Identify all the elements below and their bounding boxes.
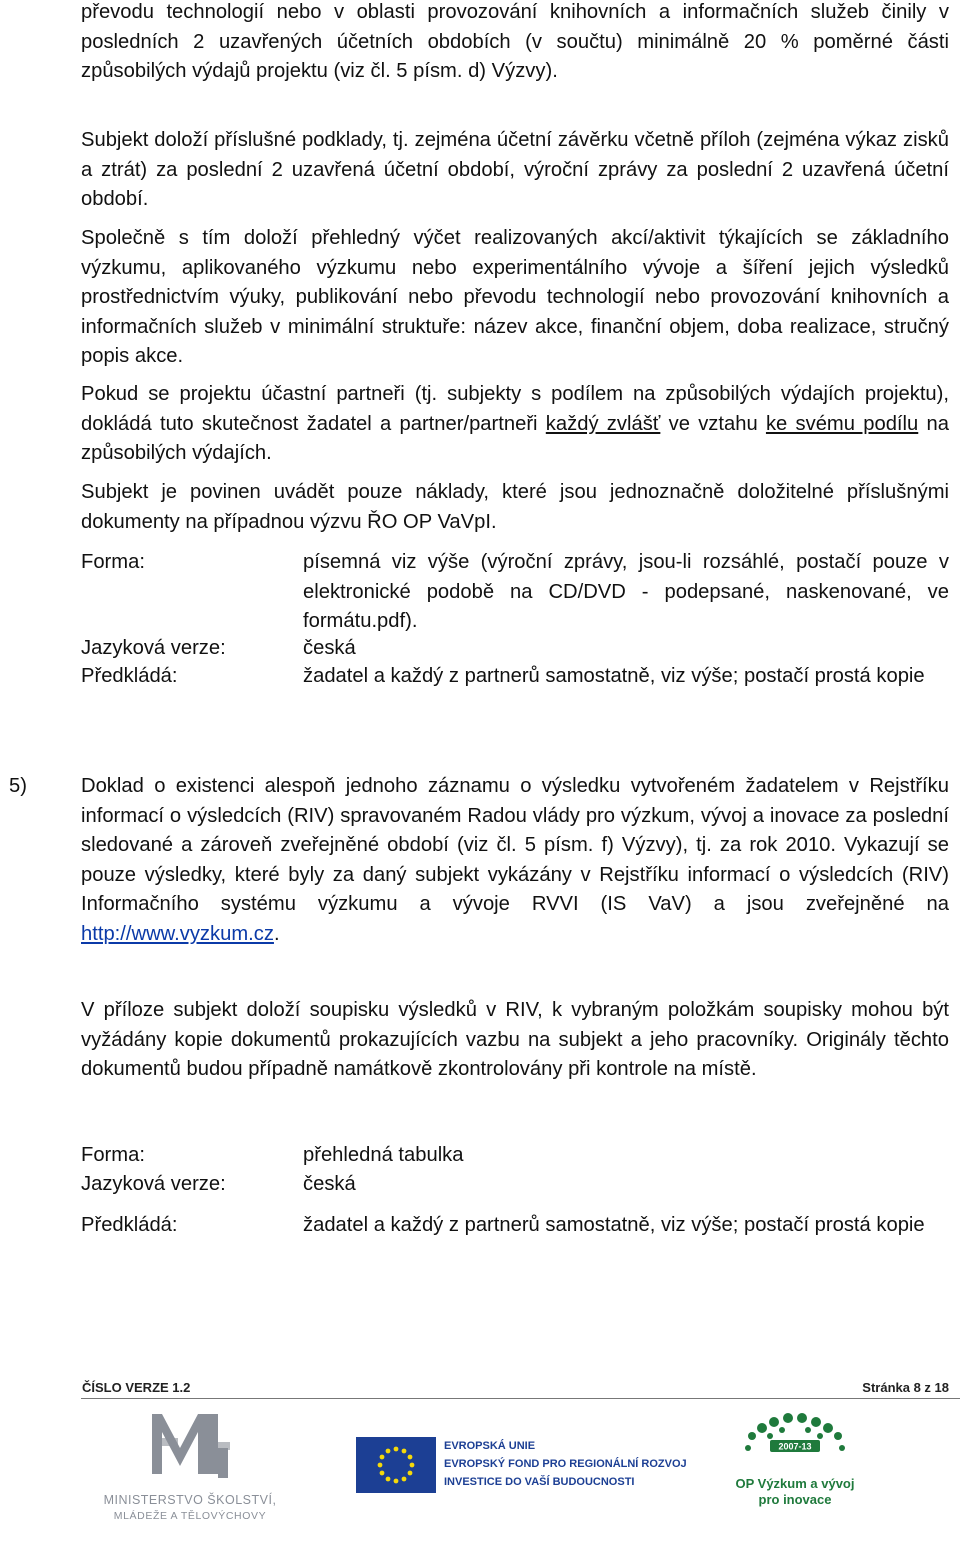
- item-5-text: [81, 772, 949, 950]
- paragraph-2: Subjekt doloží příslušné podklady, tj. zejména účetní závěrku včetně příloh (zejména výkaz zisků a ztrát) za poslední 2 uzavřená účetní období, výroční zprávy za poslední 2 uzavřená účetní období.: [81, 129, 949, 211]
- page-number: Stránka 8 z 18: [862, 1380, 949, 1395]
- predklada-value-1: žadatel a každý z partnerů samostatně, viz výše; postačí prostá kopie: [303, 665, 925, 687]
- paragraph-4-underline-2: ke svému podílu: [765, 412, 919, 435]
- op-line-2: pro inovace: [758, 1492, 832, 1507]
- eu-line-3: INVESTICE DO VAŠÍ BUDOUCNOSTI: [444, 1476, 635, 1488]
- paragraph-4-underline-1: každý zvlášť: [545, 412, 661, 435]
- eu-flag-icon: [356, 1437, 687, 1527]
- msmt-line-1: MINISTERSTVO ŠKOLSTVÍ,: [103, 1493, 277, 1507]
- msmt-emblem-icon: [100, 1408, 280, 1528]
- paragraph-3: Společně s tím doloží přehledný výčet realizovaných akcí/aktivit týkajících se základního výzkumu, aplikovaného výzkumu nebo experimentálního vývoje a šíření jejich výsledků prostřednictvím výuky, publikování nebo převodu technologií nebo provozování knihovních a informačních služeb v minimální struktuře: název akce, finanční objem, doba realizace, stručný popis akce.: [81, 227, 949, 368]
- forma-label-1: Forma:: [81, 551, 145, 573]
- eu-line-2: EVROPSKÝ FOND PRO REGIONÁLNÍ ROZVOJ: [444, 1458, 687, 1470]
- paragraph-6: V příloze subjekt doloží soupisku výsledků v RIV, k vybraným položkám soupisky mohou být vyžádány kopie dokumentů prokazujících vazbu na subjekt a jeho pracovníky. Originály těchto dokumentů budou případně namátkově zkontrolovány při kontrole na místě.: [81, 999, 949, 1081]
- jazyk-value-2: česká: [303, 1173, 356, 1195]
- jazyk-label-1: Jazyková verze:: [81, 637, 226, 659]
- eu-line-1: EVROPSKÁ UNIE: [444, 1440, 536, 1452]
- paragraph-4: [81, 380, 949, 469]
- jazyk-value-1: česká: [303, 637, 356, 659]
- paragraph-4-part-c: na způsobilých výdajích.: [81, 412, 949, 465]
- predklada-label-2: Předkládá:: [81, 1214, 178, 1236]
- paragraph-1: převodu technologií nebo v oblasti provozování knihovních a informačních služeb činily v posledních 2 uzavřených účetních obdobích (v součtu) minimálně 20 % poměrné části způsobilých výdajů projektu (viz čl. 5 písm. d) Výzvy).: [81, 1, 949, 83]
- paragraph-4-part-a: Pokud se projektu účastní partneři (tj. subjekty s podílem na způsobilých výdajích projektu), dokládá tuto skutečnost žadatel a partner/partneři: [81, 383, 949, 435]
- footer-divider: [81, 1398, 960, 1399]
- predklada-label-1: Předkládá:: [81, 665, 178, 687]
- paragraph-5: Subjekt je povinen uvádět pouze náklady, které jsou jednoznačně doložitelné příslušnými dokumenty na případnou výzvu ŘO OP VaVpI.: [81, 481, 949, 533]
- item-5-end: .: [273, 922, 280, 945]
- msmt-line-2: MLÁDEŽE A TĚLOVÝCHOVY: [113, 1510, 267, 1522]
- item-5-body: Doklad o existenci alespoň jednoho záznamu o výsledku vytvořeném žadatelem v Rejstříku informací o výsledcích (RIV) spravovaném Radou vlády pro výzkum, vývoj a inovace za poslední sledované a zároveň zveřejněné období (viz čl. 5 písm. f) Výzvy), tj. za rok 2010. Vykazují se pouze výsledky, které byly za daný subjekt vykázány v Rejstříku informací o výsledcích (RIV) Informačního systému výzkumu a vývoje RVVI (IS VaV) a jsou zveřejněné na: [81, 775, 949, 916]
- op-vavpi-logo: [730, 1410, 860, 1520]
- op-years: 2007-13: [778, 1441, 812, 1452]
- predklada-value-2: žadatel a každý z partnerů samostatně, viz výše; postačí prostá kopie: [303, 1214, 925, 1236]
- vyzkum-link[interactable]: http://www.vyzkum.cz: [81, 922, 274, 945]
- jazyk-label-2: Jazyková verze:: [81, 1173, 226, 1195]
- op-vavpi-emblem-icon: [730, 1410, 860, 1520]
- eu-logo: [356, 1437, 687, 1527]
- msmt-logo: [100, 1408, 280, 1528]
- forma-value-2: přehledná tabulka: [303, 1144, 464, 1166]
- forma-value-1: písemná viz výše (výroční zprávy, jsou-li rozsáhlé, postačí pouze v elektronické podobě na CD/DVD - podepsané, naskenované, ve formátu.pdf).: [303, 551, 949, 633]
- item-number-5: 5): [9, 775, 27, 797]
- version-number: ČÍSLO VERZE 1.2: [82, 1380, 191, 1395]
- op-line-1: OP Výzkum a vývoj: [735, 1476, 855, 1491]
- forma-label-2: Forma:: [81, 1144, 145, 1166]
- paragraph-4-part-b: ve vztahu: [660, 412, 766, 435]
